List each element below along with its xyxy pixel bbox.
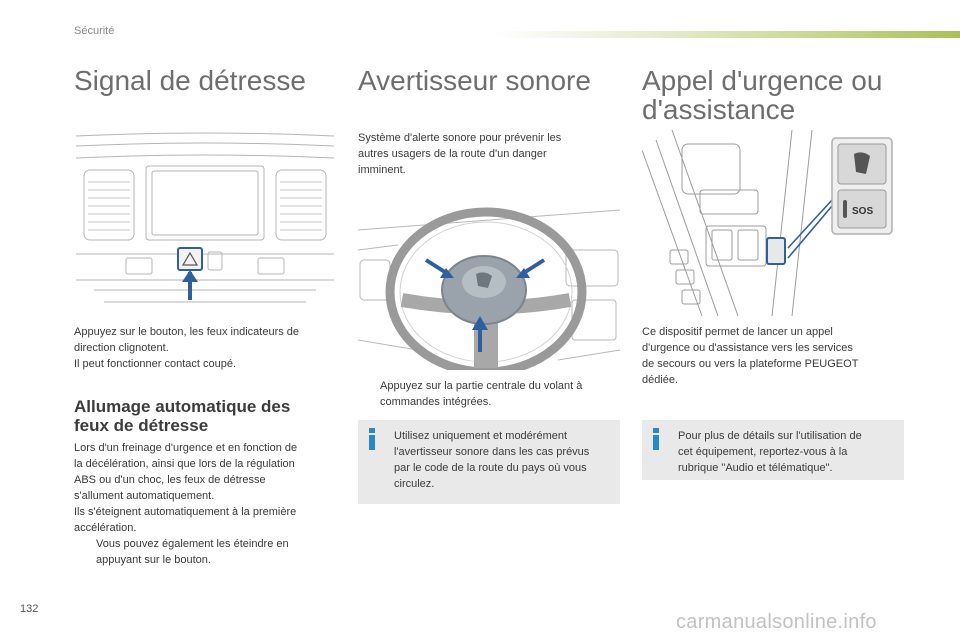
title-emergency-call — [642, 66, 942, 124]
text-line: la décélération, ainsi que lors de la régulation — [74, 458, 295, 470]
text-line: rubrique "Audio et télématique". — [678, 462, 833, 474]
bullet-mark — [358, 378, 380, 410]
text-line: cet équipement, reportez-vous à la — [678, 446, 848, 458]
title-line: Appel d'urgence ou — [642, 65, 883, 96]
dashboard-illustration — [74, 130, 336, 314]
text-line: accélération. — [74, 522, 137, 534]
text-line: de secours ou vers la plateforme PEUGEOT — [642, 358, 859, 370]
col1-intro — [74, 324, 336, 372]
figure-steering-wheel — [358, 190, 620, 370]
watermark: carmanualsonline.info — [676, 611, 877, 633]
text-line: Système d'alerte sonore pour prévenir les — [358, 132, 562, 144]
text-line: Ce dispositif permet de lancer un appel — [642, 326, 833, 338]
section-label: Sécurité — [74, 25, 115, 37]
col1-body — [74, 440, 336, 568]
text-line: dédiée. — [642, 374, 679, 386]
console-illustration — [642, 130, 904, 316]
text-line: imminent. — [358, 164, 406, 176]
text-line: Lors d'un freinage d'urgence et en fonction de — [74, 442, 298, 454]
text-line: Appuyez sur la partie centrale du volant à — [380, 380, 583, 392]
text-line: autres usagers de la route d'un danger — [358, 148, 547, 160]
sos-label: SOS — [852, 206, 874, 217]
col3-intro — [642, 324, 904, 388]
text-line: Pour plus de détails sur l'utilisation de — [678, 430, 862, 442]
text-line: appuyant sur le bouton. — [96, 554, 211, 566]
text-line: Il peut fonctionner contact coupé. — [74, 358, 237, 370]
title-line: d'assistance — [642, 94, 796, 125]
text-line: circulez. — [394, 478, 435, 490]
bullet-item — [74, 536, 336, 568]
page-number: 132 — [20, 603, 39, 615]
steering-wheel-illustration — [358, 190, 620, 370]
info-icon — [366, 428, 378, 450]
arrow-up-icon — [182, 270, 198, 282]
figure-hazard-button — [74, 130, 336, 314]
text-line: commandes intégrées. — [380, 396, 492, 408]
text-line: ABS ou d'un choc, les feux de détresse — [74, 474, 266, 486]
figure-sos-button — [642, 130, 904, 316]
text-line: l'avertisseur sonore dans les cas prévus — [394, 446, 590, 458]
text-line: Appuyez sur le bouton, les feux indicateurs de — [74, 326, 300, 338]
col2-bullet — [358, 378, 620, 410]
text-line: direction clignotent. — [74, 342, 169, 354]
text-line: Vous pouvez également les éteindre en — [96, 538, 289, 550]
text-line: d'urgence ou d'assistance vers les services — [642, 342, 853, 354]
bullet-mark — [74, 536, 96, 568]
subtitle-line: feux de détresse — [74, 416, 209, 435]
subtitle-line: Allumage automatique des — [74, 397, 291, 416]
title-horn: Avertisseur sonore — [358, 65, 591, 96]
header-accent-bar — [492, 31, 960, 38]
bullet-item — [358, 378, 620, 410]
text-line: par le code de la route du pays où vous — [394, 462, 587, 474]
info-box-emergency — [642, 420, 904, 480]
text-line: s'allument automatiquement. — [74, 490, 215, 502]
subtitle-auto-hazard — [74, 397, 336, 435]
col2-intro — [358, 130, 620, 178]
info-icon — [650, 428, 662, 450]
text-line: Ils s'éteignent automatiquement à la première — [74, 506, 297, 518]
info-box-horn — [358, 420, 620, 504]
title-hazard-warning: Signal de détresse — [74, 65, 306, 96]
text-line: Utilisez uniquement et modérément — [394, 430, 568, 442]
